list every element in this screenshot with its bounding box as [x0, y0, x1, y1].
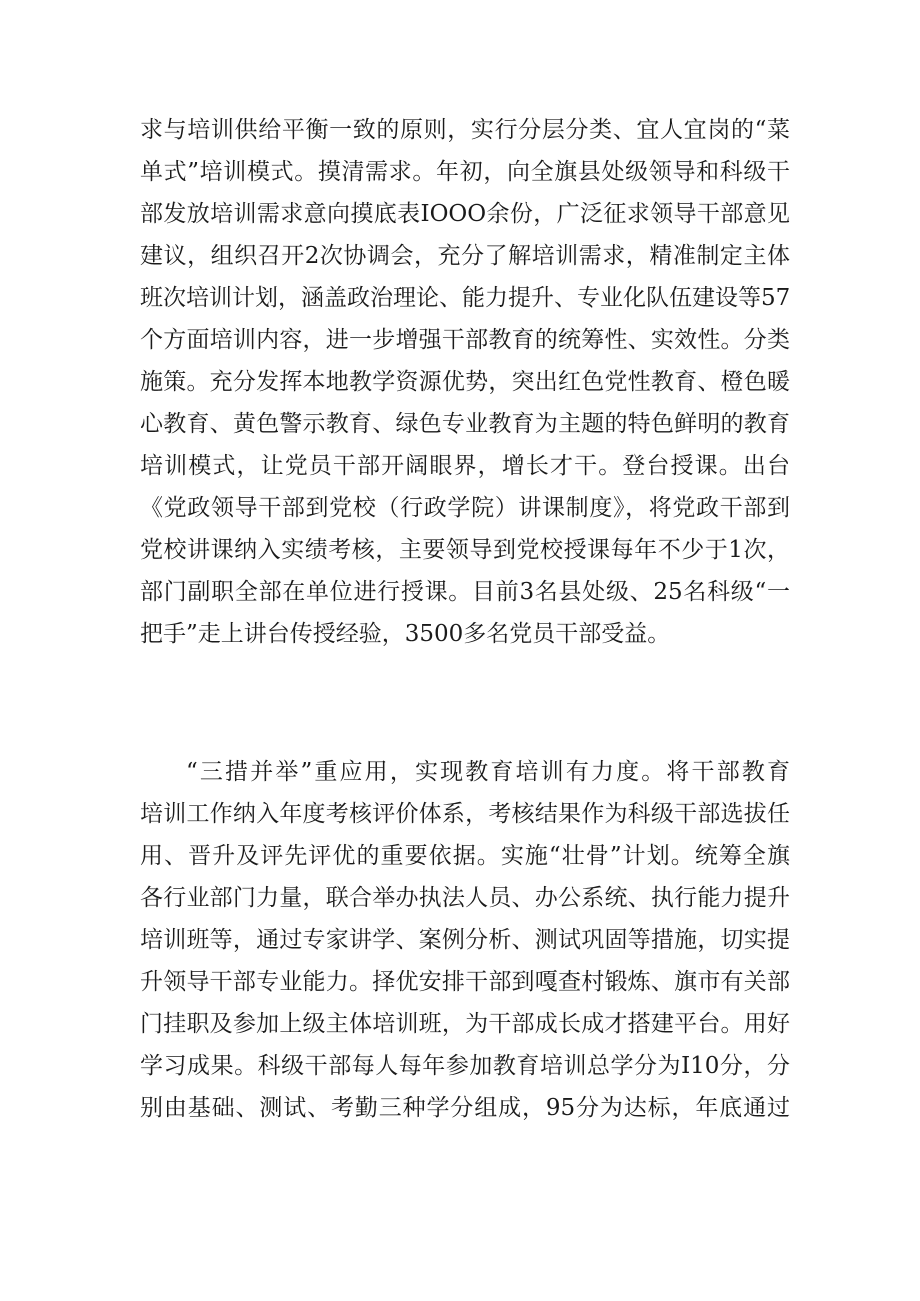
paragraph-line: 培训班等，通过专家讲学、案例分析、测试巩固等措施，切实提 — [140, 927, 790, 953]
paragraph-line: 个方面培训内容，进一步增强干部教育的统筹性、实效性。分类 — [140, 327, 790, 353]
paragraph-line: 《党政领导干部到党校（行政学院）讲课制度》，将党政干部到 — [140, 495, 790, 521]
paragraph-line: 别由基础、测试、考勤三种学分组成，95分为达标，年底通过 — [140, 1095, 790, 1121]
paragraph-line: 各行业部门力量，联合举办执法人员、办公系统、执行能力提升 — [140, 885, 790, 911]
paragraph-line: 门挂职及参加上级主体培训班，为干部成长成才搭建平台。用好 — [140, 1011, 790, 1037]
paragraph-line: 学习成果。科级干部每人每年参加教育培训总学分为I10分，分 — [140, 1053, 790, 1079]
paragraph-line: 党校讲课纳入实绩考核，主要领导到党校授课每年不少于1次， — [140, 537, 790, 563]
paragraph-three-measures — [140, 751, 790, 1129]
paragraph-line: 心教育、黄色警示教育、绿色专业教育为主题的特色鲜明的教育 — [140, 411, 790, 437]
paragraph-line: 单式”培训模式。摸清需求。年初，向全旗县处级领导和科级干 — [140, 159, 790, 185]
paragraph-line: 升领导干部专业能力。择优安排干部到嘎查村锻炼、旗市有关部 — [140, 969, 790, 995]
paragraph-line: 部门副职全部在单位进行授课。目前3名县处级、25名科级“一 — [140, 579, 790, 605]
paragraph-line: 把手”走上讲台传授经验，3500多名党员干部受益。 — [140, 621, 671, 647]
paragraph-line: 部发放培训需求意向摸底表IOOO余份，广泛征求领导干部意见 — [140, 201, 790, 227]
paragraph-line: “三措并举”重应用，实现教育培训有力度。将干部教育 — [186, 759, 790, 785]
paragraph-line: 班次培训计划，涵盖政治理论、能力提升、专业化队伍建设等57 — [140, 285, 791, 311]
paragraph-training-needs — [140, 109, 790, 655]
paragraph-line: 用、晋升及评先评优的重要依据。实施“壮骨”计划。统筹全旗 — [140, 843, 790, 869]
paragraph-line: 建议，组织召开2次协调会，充分了解培训需求，精准制定主体 — [140, 243, 790, 269]
paragraph-line: 培训工作纳入年度考核评价体系，考核结果作为科级干部选拔任 — [140, 801, 790, 827]
paragraph-line: 施策。充分发挥本地教学资源优势，突出红色党性教育、橙色暖 — [140, 369, 790, 395]
paragraph-line: 求与培训供给平衡一致的原则，实行分层分类、宜人宜岗的“菜 — [140, 117, 790, 143]
paragraph-line: 培训模式，让党员干部开阔眼界，增长才干。登台授课。出台 — [140, 453, 790, 479]
